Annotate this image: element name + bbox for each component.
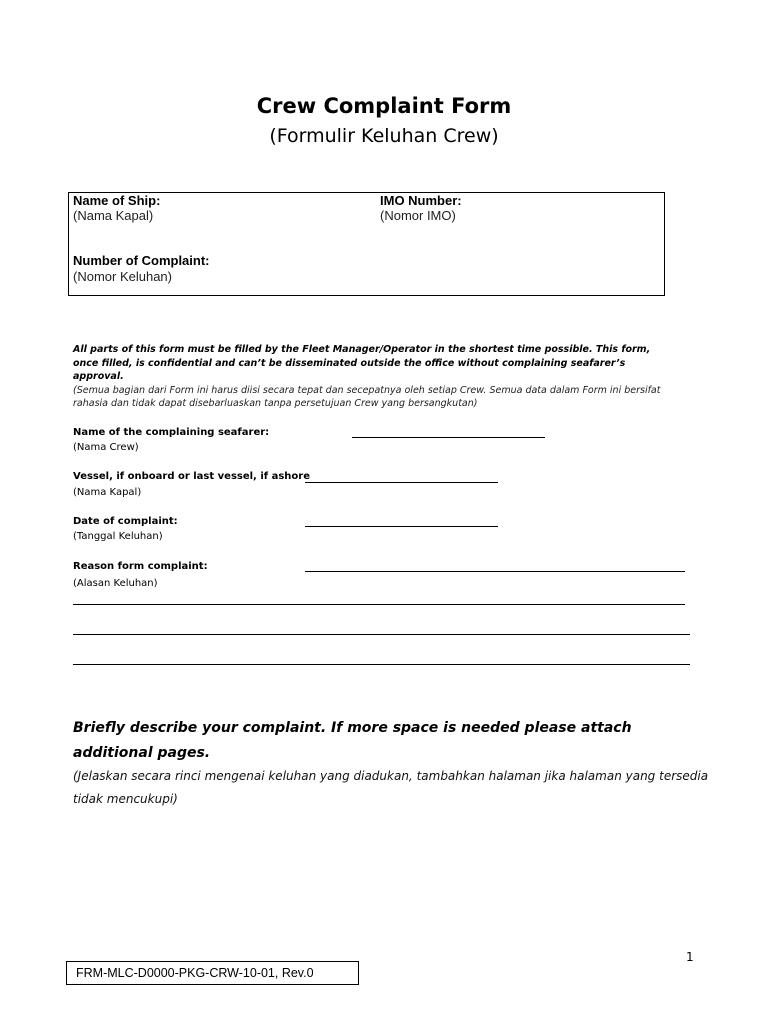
describe-instruction-indonesian: (Jelaskan secara rinci mengenai keluhan yang diadukan, tambahkan halaman jika halaman yang tersedia tidak mencukupi) [73, 769, 709, 806]
complaint-reason-line-2[interactable] [73, 604, 685, 605]
complaint-reason-label: Reason form complaint: [73, 561, 208, 572]
confidentiality-notice [73, 343, 673, 411]
complaint-number-label: Number of Complaint: [73, 253, 210, 268]
vessel-label: Vessel, if onboard or last vessel, if ashore [73, 471, 310, 482]
ship-info-box [68, 192, 665, 296]
ship-name-sublabel: (Nama Kapal) [73, 208, 154, 223]
seafarer-name-field[interactable] [352, 437, 545, 438]
complaint-date-sublabel: (Tanggal Keluhan) [73, 531, 163, 542]
page-number: 1 [686, 950, 694, 964]
form-subtitle: (Formulir Keluhan Crew) [269, 125, 499, 147]
complaint-reason-sublabel: (Alasan Keluhan) [73, 578, 158, 589]
complaint-date-label: Date of complaint: [73, 516, 178, 527]
vessel-sublabel: (Nama Kapal) [73, 487, 142, 498]
notice-indonesian: (Semua bagian dari Form ini harus diisi secara tepat dan secepatnya oleh setiap Crew. Semua data dalam Form ini bersifat rahasia dan tidak dapat disebarluaskan tanpa persetujuan Crew yang bersangkutan) [73, 384, 661, 409]
complaint-reason-line-4[interactable] [73, 664, 690, 665]
notice-english: All parts of this form must be filled by the Fleet Manager/Operator in the shortest time possible. This form, once filled, is confidential and can’t be disseminated outside the office without complaining seafarer’s approval. [73, 344, 651, 382]
seafarer-name-sublabel: (Nama Crew) [73, 442, 139, 453]
seafarer-name-label: Name of the complaining seafarer: [73, 427, 270, 438]
ship-name-label: Name of Ship: [73, 193, 161, 208]
describe-instruction: Briefly describe your complaint. If more space is needed please attach additional pages. [73, 720, 632, 761]
complaint-reason-field[interactable] [305, 571, 685, 572]
complaint-number-sublabel: (Nomor Keluhan) [73, 269, 172, 284]
imo-number-sublabel: (Nomor IMO) [380, 208, 456, 223]
complaint-date-field[interactable] [305, 526, 498, 527]
form-title: Crew Complaint Form [256, 94, 512, 118]
vessel-field[interactable] [305, 482, 498, 483]
imo-number-label: IMO Number: [380, 193, 462, 208]
form-code-box [66, 961, 359, 985]
form-code: FRM-MLC-D0000-PKG-CRW-10-01, Rev.0 [76, 966, 314, 980]
complaint-reason-line-3[interactable] [73, 634, 690, 635]
